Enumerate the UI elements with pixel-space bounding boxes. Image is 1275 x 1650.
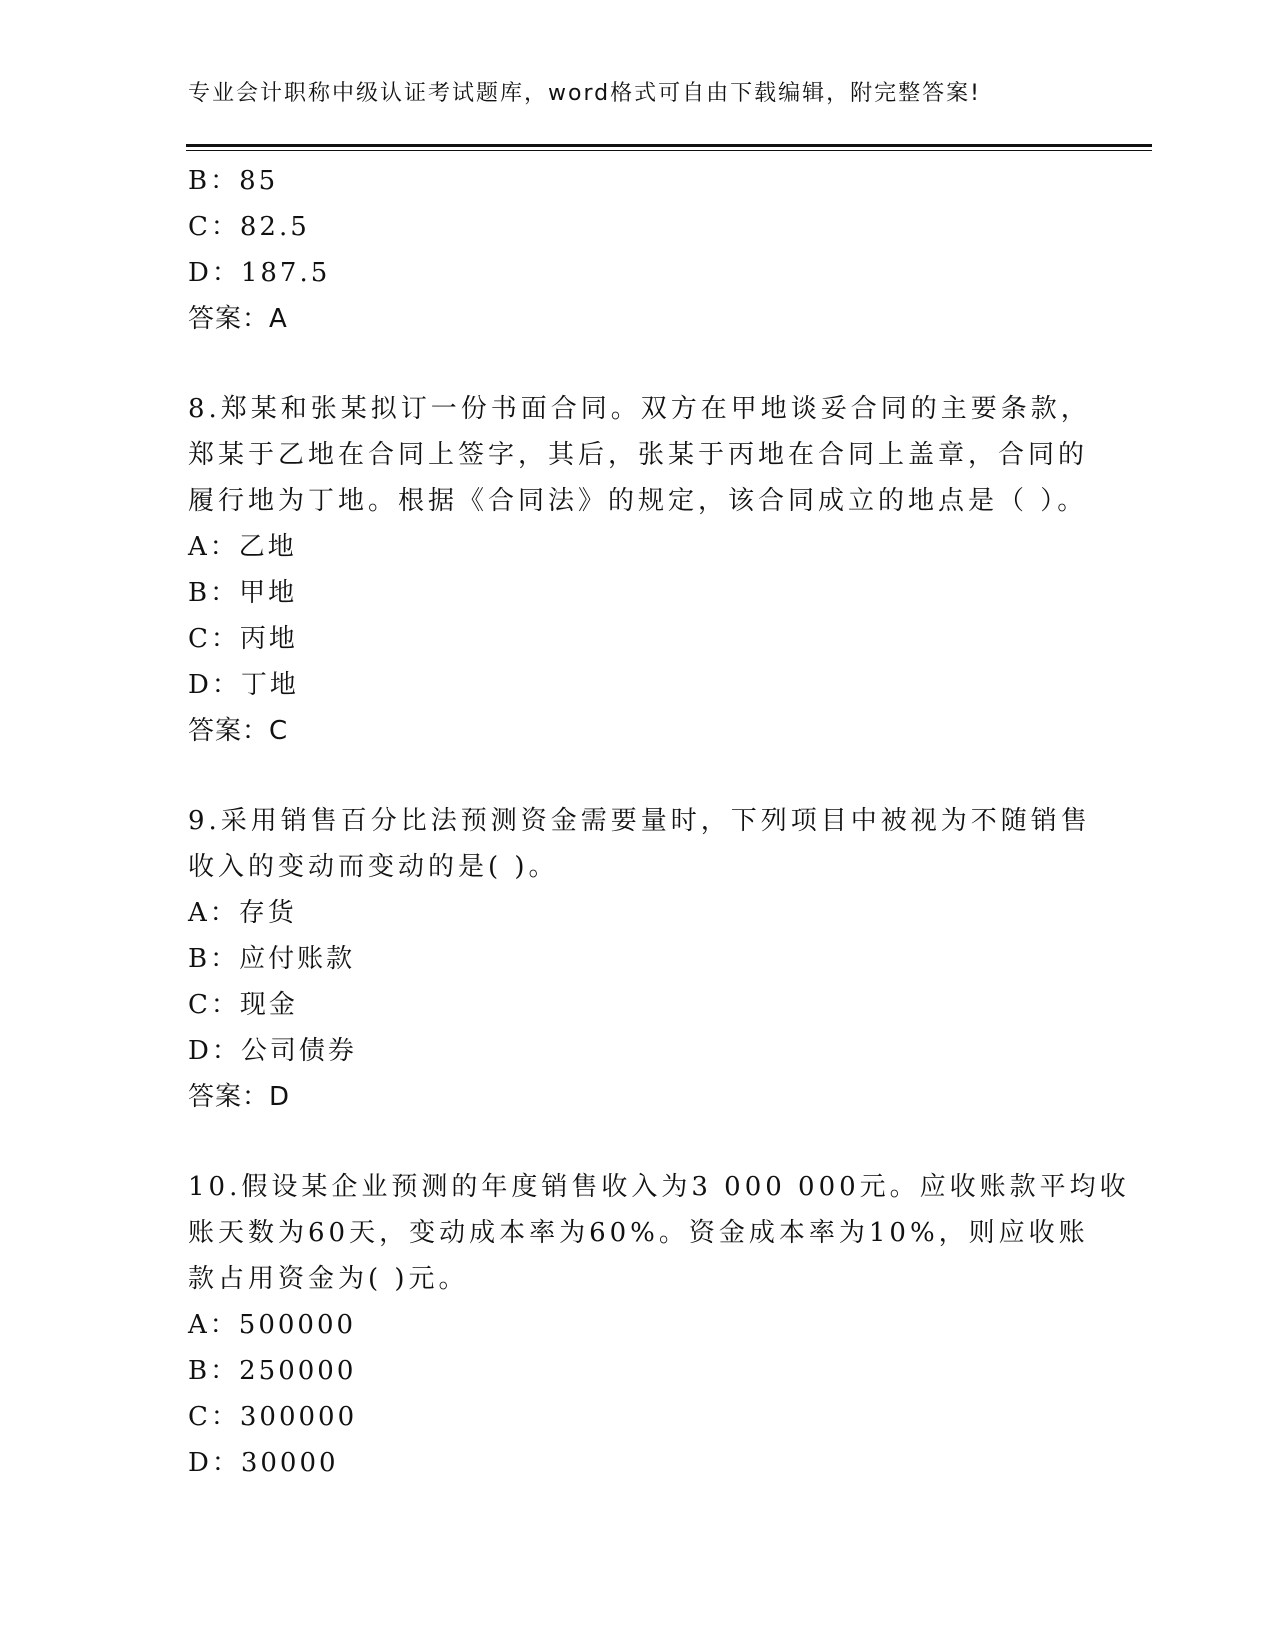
q10-option-b: B：250000 — [188, 1356, 357, 1386]
q9-answer: 答案：D — [188, 1082, 291, 1112]
q10-stem-line: 账天数为60天，变动成本率为60%。资金成本率为10%，则应收账 — [188, 1218, 1089, 1248]
question-8 — [188, 386, 1091, 754]
q9-stem — [188, 798, 1091, 890]
q9-stem-line: 收入的变动而变动的是( )。 — [188, 852, 559, 882]
q10-stem-line: 款占用资金为( )元。 — [188, 1264, 469, 1294]
q7-option-d: D：187.5 — [188, 258, 331, 288]
q8-stem — [188, 386, 1091, 524]
q9-option-b: B：应付账款 — [188, 944, 356, 974]
q8-option-a: A：乙地 — [188, 532, 297, 562]
q7-answer: 答案：A — [188, 304, 288, 334]
header-divider-thin — [186, 150, 1152, 151]
q10-option-d: D：30000 — [188, 1448, 339, 1478]
q10-stem — [188, 1164, 1130, 1302]
header-divider-thick — [186, 144, 1152, 147]
q8-option-c: C：丙地 — [188, 624, 298, 654]
q8-option-d: D：丁地 — [188, 670, 299, 700]
q7-option-b: B：85 — [188, 166, 279, 196]
q8-option-b: B：甲地 — [188, 578, 298, 608]
q7-option-c: C：82.5 — [188, 212, 310, 242]
question-7 — [188, 158, 1088, 342]
q9-option-d: D：公司债券 — [188, 1036, 357, 1066]
q8-stem-line: 郑某于乙地在合同上签字，其后，张某于丙地在合同上盖章，合同的 — [188, 440, 1089, 470]
question-10 — [188, 1164, 1130, 1486]
q8-stem-line: 8.郑某和张某拟订一份书面合同。双方在甲地谈妥合同的主要条款， — [188, 394, 1091, 424]
q10-option-a: A：500000 — [188, 1310, 357, 1340]
question-content — [188, 158, 1130, 1486]
q8-stem-line: 履行地为丁地。根据《合同法》的规定，该合同成立的地点是（ ）。 — [188, 486, 1088, 516]
q10-option-c: C：300000 — [188, 1402, 358, 1432]
q9-option-a: A：存货 — [188, 898, 297, 928]
q8-answer: 答案：C — [188, 716, 289, 746]
q9-stem-line: 9.采用销售百分比法预测资金需要量时，下列项目中被视为不随销售 — [188, 806, 1091, 836]
q10-stem-line: 10.假设某企业预测的年度销售收入为3 000 000元。应收账款平均收 — [188, 1172, 1130, 1202]
question-9 — [188, 798, 1091, 1120]
q9-option-c: C：现金 — [188, 990, 298, 1020]
page-header: 专业会计职称中级认证考试题库，word格式可自由下载编辑，附完整答案! — [188, 81, 981, 106]
